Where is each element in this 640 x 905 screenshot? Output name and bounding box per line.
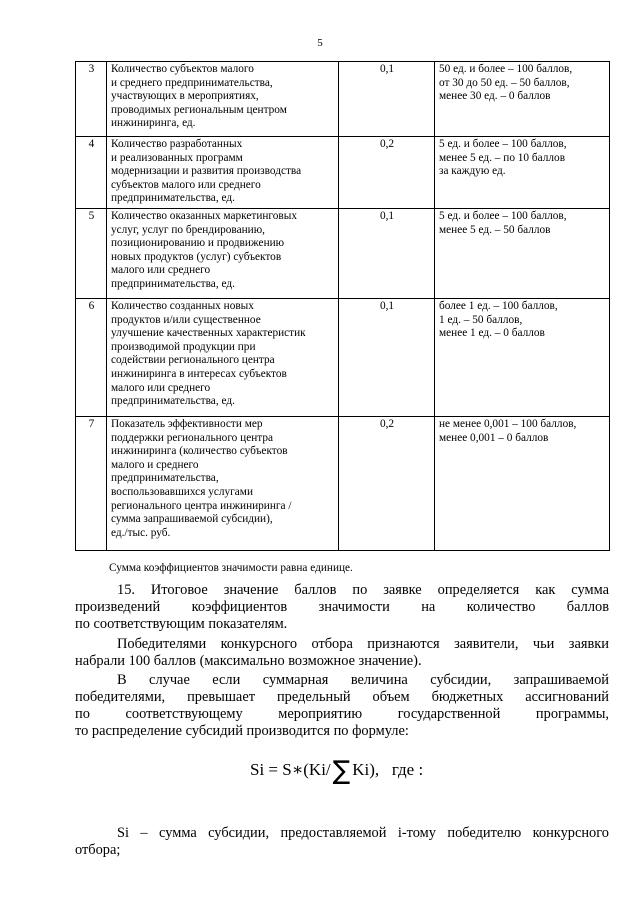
indicator-name: Количество разработанных и реализованных программ модернизации и развития производства субъектов малого или среднего предпринимательства, ед. [107,137,339,209]
indicator-name: Количество созданных новых продуктов и/или существенное улучшение качественных характеристик производимой продукции при содействии регионального центра инжиниринга в интересах субъектов малого или среднего предпринимательства, ед. [107,299,339,417]
text-line: произведений коэффициентов значимости на количество баллов [75,599,609,615]
text-line: по соответствующему мероприятию государственной программы, [75,706,609,722]
score-scale: 5 ед. и более – 100 баллов, менее 5 ед. – по 10 баллов за каждую ед. [435,137,610,209]
page-number: 5 [317,37,323,49]
coefficient-note: Сумма коэффициентов значимости равна единице. [109,562,353,574]
formula-left: Si = S∗(Ki/ [250,760,331,779]
score-scale: не менее 0,001 – 100 баллов, менее 0,001 – 0 баллов [435,417,610,551]
table-row [76,417,610,551]
table-row [76,209,610,299]
formula-where: где : [391,760,424,779]
table-row [76,137,610,209]
subsidy-formula [250,756,423,786]
row-number: 3 [76,62,107,137]
significance-coefficient: 0,2 [339,137,435,209]
text-line: В случае если суммарная величина субсидии, запрашиваемой [117,672,609,688]
significance-coefficient: 0,1 [339,62,435,137]
row-number: 4 [76,137,107,209]
significance-coefficient: 0,1 [339,209,435,299]
paragraph-15 [75,582,609,633]
score-scale: более 1 ед. – 100 баллов, 1 ед. – 50 баллов, менее 1 ед. – 0 баллов [435,299,610,417]
paragraph-si-definition [75,825,609,859]
significance-coefficient: 0,1 [339,299,435,417]
score-scale: 50 ед. и более – 100 баллов, от 30 до 50 ед. – 50 баллов, менее 30 ед. – 0 баллов [435,62,610,137]
row-number: 7 [76,417,107,551]
formula-right: Ki), [352,760,380,779]
text-line: Si – сумма субсидии, предоставляемой i-тому победителю конкурсного [117,825,609,841]
criteria-table [75,61,610,551]
score-scale: 5 ед. и более – 100 баллов, менее 5 ед. – 50 баллов [435,209,610,299]
text-line: Победителями конкурсного отбора признаются заявители, чьи заявки [117,636,609,652]
summation-symbol: ∑ [332,756,351,786]
row-number: 5 [76,209,107,299]
row-number: 6 [76,299,107,417]
text-line: то распределение субсидий производится по формуле: [75,723,409,739]
indicator-name: Показатель эффективности мер поддержки регионального центра инжиниринга (количество субъектов малого и среднего предпринимательства, воспользовавшихся услугами регионального центра инжиниринга / сумма запрашиваемой субсидии), ед./тыс. руб. [107,417,339,551]
indicator-name: Количество субъектов малого и среднего предпринимательства, участвующих в мероприятиях, проводимых региональным центром инжиниринга, ед. [107,62,339,137]
paragraph-winners [75,636,609,670]
indicator-name: Количество оказанных маркетинговых услуг, услуг по брендированию, позиционированию и продвижению новых продуктов (услуг) субъектов малого или среднего предпринимательства, ед. [107,209,339,299]
paragraph-distribution [75,672,609,740]
table-row [76,62,610,137]
text-line: победителями, превышает предельный объем бюджетных ассигнований [75,689,609,705]
text-line: по соответствующим показателям. [75,616,288,632]
text-line: набрали 100 баллов (максимально возможное значение). [75,653,422,669]
text-line: 15. Итоговое значение баллов по заявке определяется как сумма [117,582,609,598]
significance-coefficient: 0,2 [339,417,435,551]
text-line: отбора; [75,842,121,858]
table-row [76,299,610,417]
